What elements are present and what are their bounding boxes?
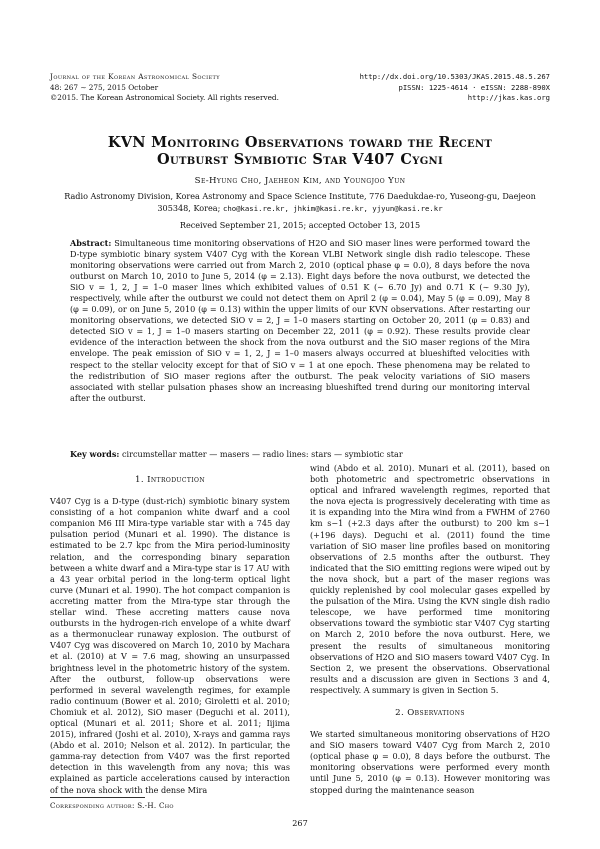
author-emails[interactable]: cho@kasi.re.kr, jhkim@kasi.re.kr, yjyun@kasi.re.kr [222, 203, 443, 213]
title-line-2: Outburst Symbiotic Star V407 Cygni [157, 151, 443, 168]
left-column [50, 463, 290, 796]
introduction-paragraph: V407 Cyg is a D-type (dust-rich) symbiotic binary system consisting of a hot companion white dwarf and a cool companion M6 III Mira-type variable star with a 745 day pulsation period (Munari et al. 1990). The distance is estimated to be 2.7 kpc from the Mira period-luminosity relation, and the corresponding binary separation between a white dwarf and a Mira-type star is 17 AU with a 43 year orbital period in the long-term optical light curve (Munari et al. 1990). The hot compact companion is accreting matter from the Mira-type star through the stellar wind. These accreting matters cause nova outbursts in the hydrogen-rich envelope of a white dwarf as a thermonuclear runaway explosion. The outburst of V407 Cyg was discovered on March 10, 2010 by Machara et al. (2010) at V = 7.6 mag, showing an unsurpassed brightness level in the photometric history of the system. After the outburst, follow-up observations were performed in several wavelength regimes, for example radio continuum (Bower et al. 2010; Giroletti et al. 2010; Chomiuk et al. 2012), SiO maser (Deguchi et al. 2011), optical (Munari et al. 2011; Shore et al. 2011; Iijima 2015), infrared (Joshi et al. 2010), X-rays and gamma rays (Abdo et al. 2010; Nelson et al. 2012). In particular, the gamma-ray detection from V407 was the first reported detection in this wavelength from any nova; this was explained as particle accelerations caused by interaction of the nova shock with the dense Mira [50, 496, 290, 795]
keywords [70, 449, 530, 460]
copyright-line: ©2015. The Korean Astronomical Society. All rights reserved. [50, 93, 279, 103]
abstract-label: Abstract: [70, 238, 112, 248]
keywords-text: circumstellar matter — masers — radio lines: stars — symbiotic star [121, 449, 403, 459]
section-heading-observations: 2. Observations [395, 707, 465, 718]
footnote-divider [50, 797, 145, 798]
keywords-label: Key words: [70, 449, 120, 459]
affiliation-line-1: Radio Astronomy Division, Korea Astronomy and Space Science Institute, 776 Daedukdae-ro, Yuseong-gu, Daejeon [64, 191, 536, 201]
journal-header [50, 72, 279, 104]
affiliation [50, 191, 550, 214]
paper-title [50, 134, 550, 168]
affiliation-address: 305348, Korea; [157, 202, 223, 213]
introduction-paragraph-continued: wind (Abdo et al. 2010). Munari et al. (2011), based on both photometric and spectrometric observations in optical and infrared wavelength regimes, reported that the nova ejecta is progressively decelerating with time as it is expanding into the Mira wind from a FWHM of 2760 km s−1 (+2.3 days after the outburst) to 200 km s−1 (+196 days). Deguchi et al. (2011) found the time variation of SiO maser line profiles based on monitoring observations of 2.5 months after the outburst. They indicated that the SiO emitting regions were wiped out by the nova shock, but a part of the maser regions was quickly replenished by cool molecular gases expelled by the pulsation of the Mira. Using the KVN single dish radio telescope, we have performed time monitoring observations toward the symbiotic star V407 Cyg starting on March 2, 2010 before the nova outburst. Here, we present the results of simultaneous monitoring observations of H2O and SiO masers toward V407 Cyg. In Section 2, we present the observations. Observational results and a discussion are given in Sections 3 and 4, respectively. A summary is given in Section 5. [310, 463, 550, 695]
title-line-1: KVN Monitoring Observations toward the Recent [107, 134, 493, 151]
affiliation-line-2 [50, 203, 550, 215]
issn-line: pISSN: 1225-4614 · eISSN: 2288-890X [398, 82, 550, 92]
volume-line: 48: 267 ∼ 275, 2015 October [50, 82, 159, 92]
section-heading-introduction: 1. Introduction [134, 475, 205, 485]
doi-link[interactable]: http://dx.doi.org/10.5303/JKAS.2015.48.5.267 [359, 72, 550, 81]
abstract-text: Simultaneous time monitoring observations of H2O and SiO maser lines were performed toward the D-type symbiotic binary system V407 Cyg with the Korean VLBI Network single dish radio telescope. These monitoring observations were carried out from March 2, 2010 (optical phase φ = 0.0), 8 days before the nova outburst on March 10, 2010 to June 5, 2014 (φ = 2.13). Eight days before the nova outburst, we detected the SiO v = 1, 2, J = 1–0 maser lines which exhibited values of 0.51 K (∼ 6.70 Jy) and 0.71 K (∼ 9.30 Jy), respectively, while after the outburst we could not detect them on April 2 (φ = 0.04), May 5 (φ = 0.09), May 8 (φ = 0.09), or on June 5, 2010 (φ = 0.13) within the upper limits of our KVN observations. After restarting our monitoring observations, we detected SiO v = 2, J = 1–0 masers starting on October 20, 2011 (φ = 0.83) and detected SiO v = 1, J = 1–0 masers starting on December 22, 2011 (φ = 0.92). These results provide clear evidence of the interaction between the shock from the nova outburst and the SiO maser regions of the Mira envelope. The peak emission of SiO v = 1, 2, J = 1–0 masers always occurred at blueshifted velocities with respect to the stellar velocity except for that of SiO v = 1 at one epoch. These phenomena may be related to the redistribution of SiO maser regions after the outburst. The peak velocity variations of SiO masers associated with stellar pulsation phases show an increasing blueshifted trend during our monitoring interval after the outburst. [70, 238, 530, 403]
journal-url-link[interactable]: http://jkas.kas.org [467, 93, 550, 103]
right-column [310, 463, 550, 796]
page-number: 267 [292, 818, 308, 828]
author-list: Se-Hyung Cho, Jaeheon Kim, and Youngjoo Yun [194, 176, 406, 186]
corresponding-author-footnote: Corresponding author: S.-H. Cho [50, 801, 174, 810]
journal-name: Journal of the Korean Astronomical Society [50, 72, 220, 81]
abstract [70, 238, 530, 404]
received-dates: Received September 21, 2015; accepted October 13, 2015 [179, 220, 421, 230]
observations-paragraph: We started simultaneous monitoring observations of H2O and SiO masers toward V407 Cyg from March 2, 2010 (optical phase φ = 0.0), 8 days before the outburst. The monitoring observations were performed every month until June 5, 2010 (φ = 0.13). However monitoring was stopped during the maintenance season [310, 729, 550, 795]
journal-identifiers [360, 72, 550, 104]
